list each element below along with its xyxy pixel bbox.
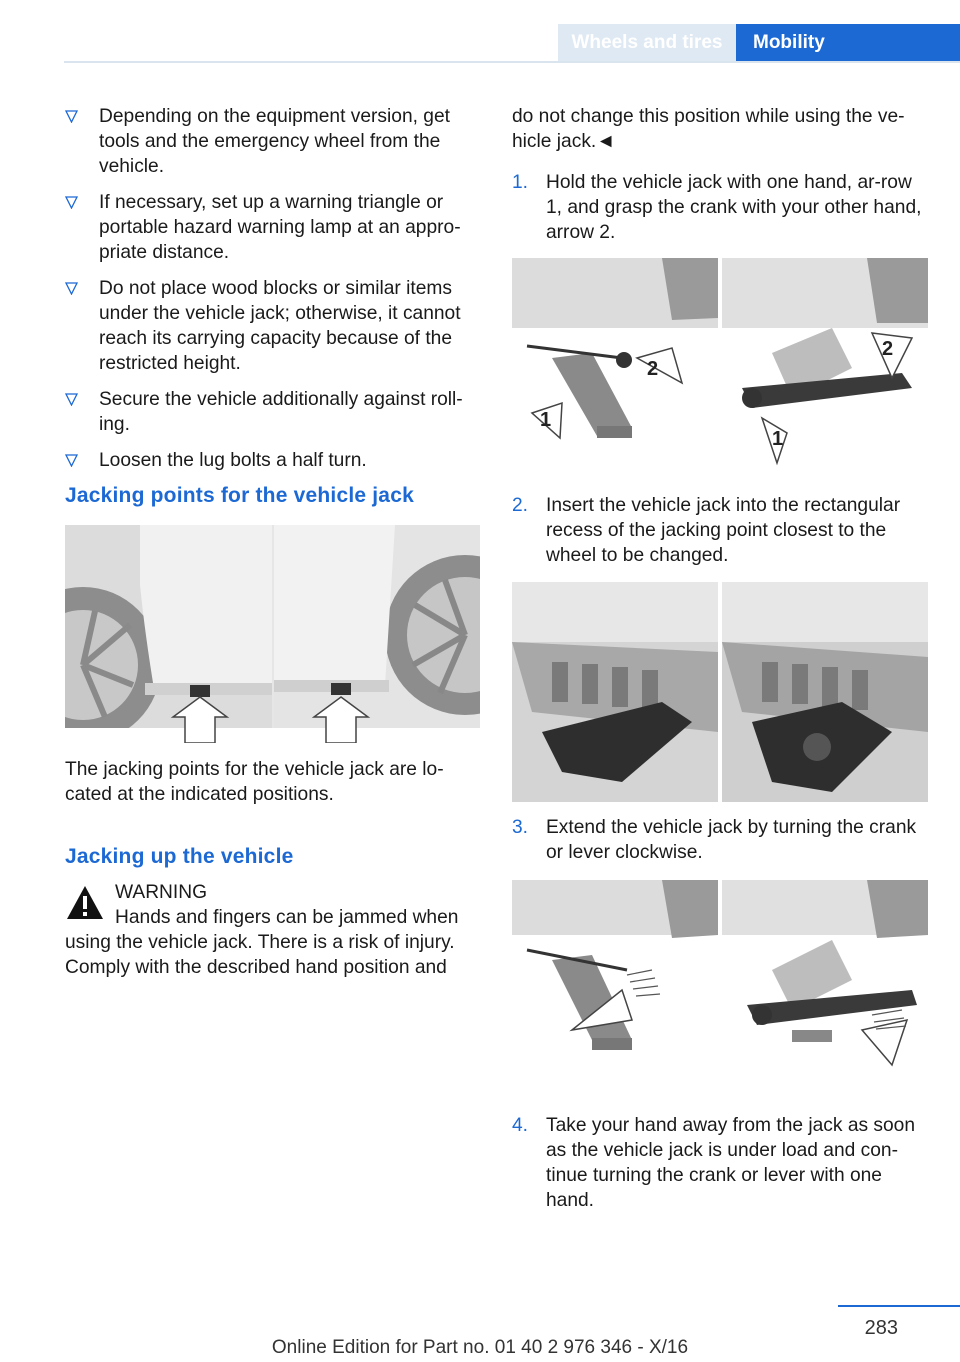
list-item: If necessary, set up a warning triangle or portable hazard warning lamp at an appro-priate distance. bbox=[65, 190, 481, 265]
triangle-bullet-icon bbox=[65, 393, 78, 406]
triangle-bullet-icon bbox=[65, 196, 78, 209]
triangle-bullet-icon bbox=[65, 282, 78, 295]
warning-text: Hands and fingers can be jammed when using the vehicle jack. There is a risk of injury. Comply with the described hand position and bbox=[65, 907, 459, 978]
precaution-list bbox=[65, 104, 481, 473]
header-rule bbox=[64, 61, 960, 63]
section-heading-jacking-points: Jacking points for the vehicle jack bbox=[65, 484, 414, 507]
jack-hand-position-figure bbox=[512, 258, 928, 470]
svg-text:2: 2 bbox=[882, 338, 894, 360]
warning-continuation: do not change this position while using the ve-hicle jack.◄ bbox=[512, 106, 905, 152]
list-item: Secure the vehicle additionally against roll-ing. bbox=[65, 387, 481, 437]
step-item bbox=[512, 1113, 932, 1213]
section-tab: Wheels and tires bbox=[558, 24, 736, 61]
arrow-label: 1 bbox=[540, 409, 552, 431]
list-item: Depending on the equipment version, get tools and the emergency wheel from the vehicle. bbox=[65, 104, 481, 179]
step-number: 1. bbox=[512, 172, 529, 193]
step-number: 3. bbox=[512, 817, 529, 838]
chapter-tab: Mobility bbox=[736, 24, 960, 61]
step-item bbox=[512, 493, 932, 568]
list-item: Loosen the lug bolts a half turn. bbox=[65, 448, 481, 473]
arrow-label: 2 bbox=[647, 358, 659, 380]
jacking-points-text: The jacking points for the vehicle jack are lo-cated at the indicated positions. bbox=[65, 759, 444, 805]
jack-insert-figure bbox=[512, 582, 928, 802]
list-item: Do not place wood blocks or similar items under the vehicle jack; otherwise, it cannot reach its carrying capacity because of the restricted height. bbox=[65, 276, 481, 376]
edition-footer: Online Edition for Part no. 01 40 2 976 346 - X/16 bbox=[271, 1337, 689, 1358]
step-text: Extend the vehicle jack by turning the crank or lever clockwise. bbox=[546, 817, 917, 863]
warning-label: WARNING bbox=[115, 882, 208, 903]
page-number-rule bbox=[838, 1305, 960, 1307]
section-heading-jacking-up: Jacking up the vehicle bbox=[65, 845, 294, 868]
step-number: 4. bbox=[512, 1115, 529, 1136]
step-number: 2. bbox=[512, 495, 529, 516]
page-header bbox=[64, 24, 960, 62]
triangle-bullet-icon bbox=[65, 454, 78, 467]
jacking-points-figure bbox=[65, 525, 480, 743]
svg-text:1: 1 bbox=[772, 428, 784, 450]
warning-block bbox=[65, 880, 481, 980]
left-column bbox=[65, 104, 481, 484]
page-number: 283 bbox=[864, 1317, 898, 1339]
step-item bbox=[512, 170, 932, 245]
triangle-bullet-icon bbox=[65, 110, 78, 123]
step-item bbox=[512, 815, 932, 865]
jack-extend-figure bbox=[512, 880, 928, 1080]
step-text: Insert the vehicle jack into the rectangular recess of the jacking point closest to the wheel to be changed. bbox=[546, 495, 901, 566]
step-text: Hold the vehicle jack with one hand, ar-row 1, and grasp the crank with your other hand, arrow 2. bbox=[546, 172, 922, 243]
step-text: Take your hand away from the jack as soon as the vehicle jack is under load and con-tinue turning the crank or lever with one hand. bbox=[546, 1115, 916, 1211]
